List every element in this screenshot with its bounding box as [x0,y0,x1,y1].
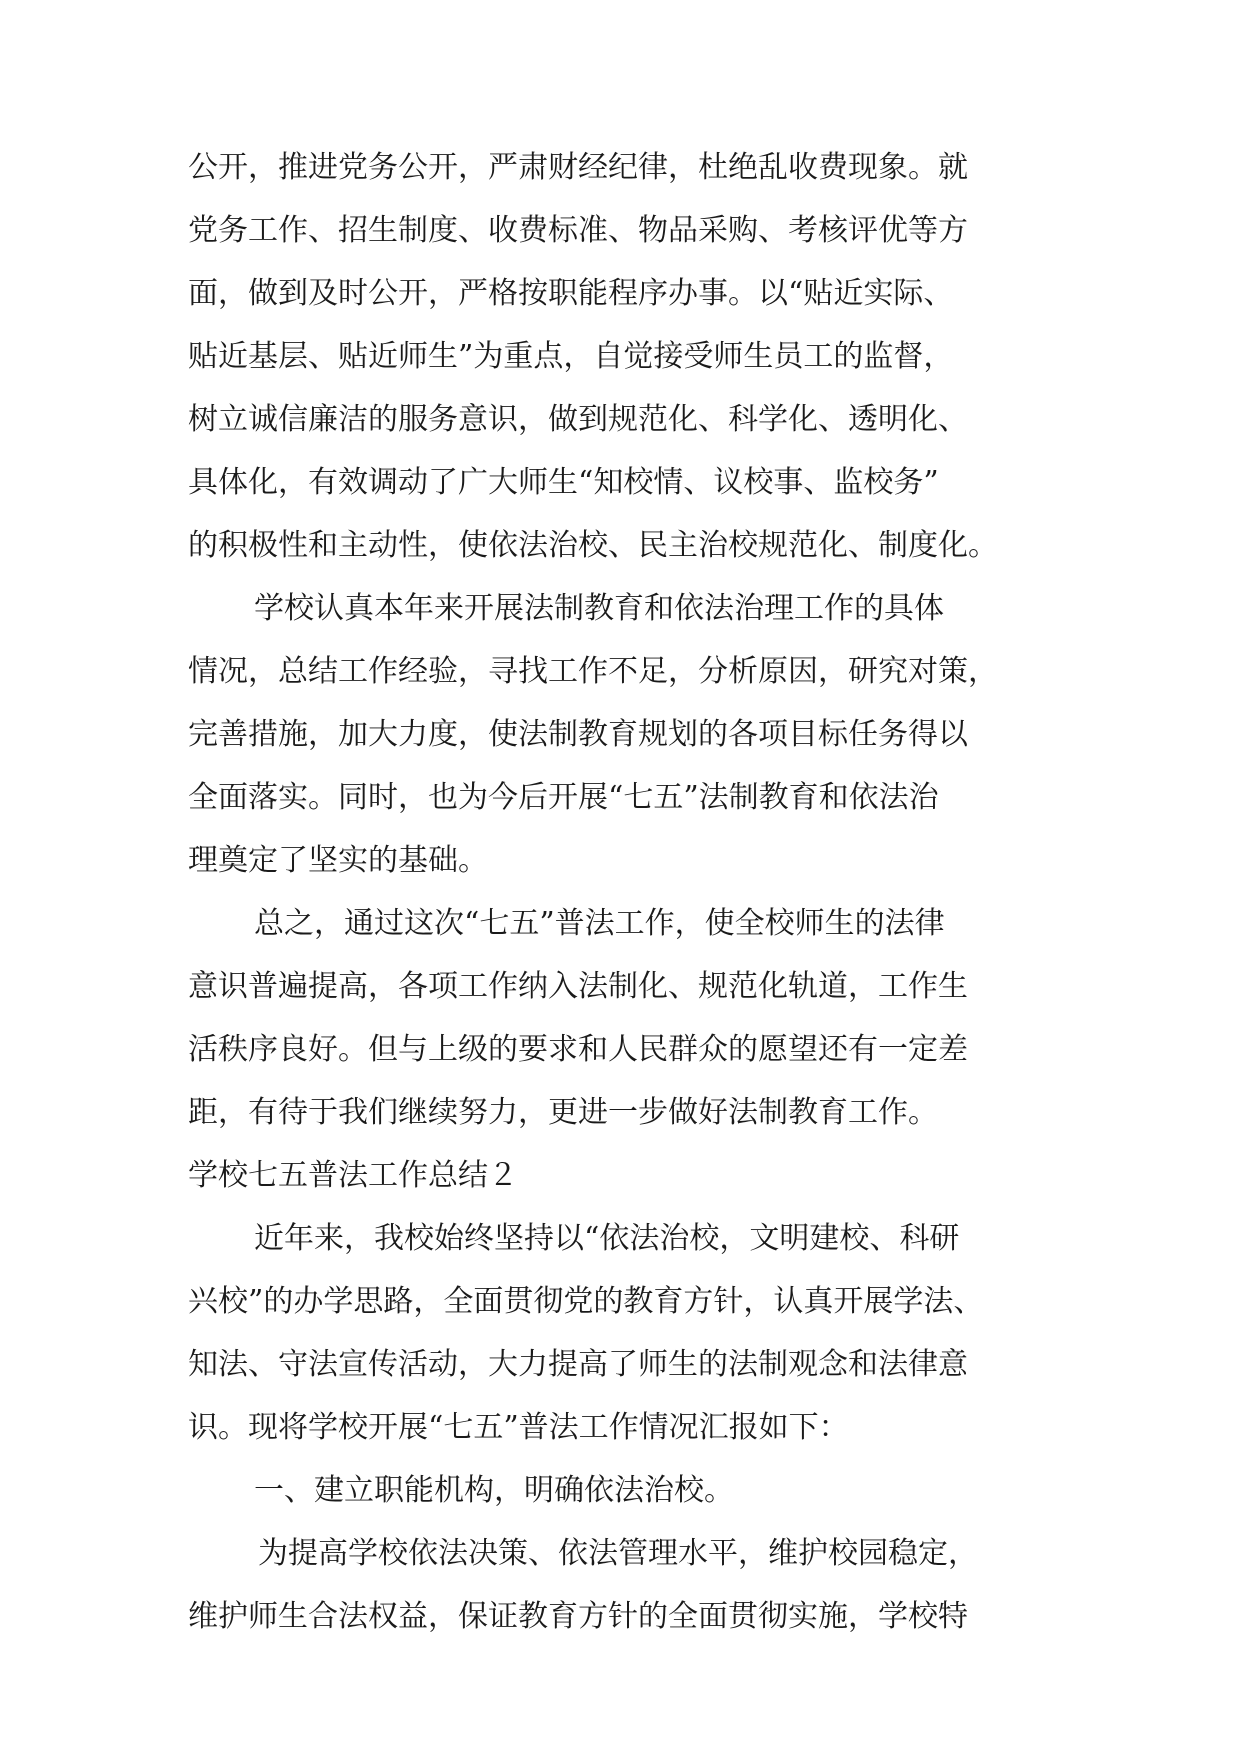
text-line-11: 全面落实。同时，也为今后开展“七五”法制教育和依法治 [188,780,939,815]
text-line-4: 贴近基层、贴近师生”为重点，自觉接受师生员工的监督， [188,339,954,374]
text-line-7: 的积极性和主动性，使依法治校、民主治校规范化、制度化。 [188,528,998,563]
text-line-24: 维护师生合法权益，保证教育方针的全面贯彻实施，学校特 [188,1599,968,1634]
text-line-14: 意识普遍提高，各项工作纳入法制化、规范化轨道，工作生 [188,969,968,1004]
text-line-1: 公开，推进党务公开，严肃财经纪律，杜绝乱收费现象。就 [188,150,968,185]
text-line-5: 树立诚信廉洁的服务意识，做到规范化、科学化、透明化、 [188,402,968,437]
text-line-15: 活秩序良好。但与上级的要求和人民群众的愿望还有一定差 [188,1032,968,1067]
text-line-13: 总之，通过这次“七五”普法工作，使全校师生的法律 [254,906,945,941]
text-line-16: 距，有待于我们继续努力，更进一步做好法制教育工作。 [188,1095,938,1130]
text-line-8: 学校认真本年来开展法制教育和依法治理工作的具体 [254,591,944,626]
subheading-line: 一、建立职能机构，明确依法治校。 [254,1473,734,1508]
text-line-23: 为提高学校依法决策、依法管理水平，维护校园稳定， [258,1536,978,1571]
text-line-9: 情况，总结工作经验，寻找工作不足，分析原因，研究对策， [188,654,998,689]
text-line-12: 理奠定了坚实的基础。 [188,843,488,878]
text-line-3: 面，做到及时公开，严格按职能程序办事。以“贴近实际、 [188,276,954,311]
text-line-21: 识。现将学校开展“七五”普法工作情况汇报如下： [188,1410,849,1445]
text-line-10: 完善措施，加大力度，使法制教育规划的各项目标任务得以 [188,717,968,752]
section-heading: 学校七五普法工作总结２ [188,1158,518,1193]
text-line-19: 兴校”的办学思路，全面贯彻党的教育方针，认真开展学法、 [188,1284,984,1319]
text-line-20: 知法、守法宣传活动，大力提高了师生的法制观念和法律意 [188,1347,968,1382]
text-line-18: 近年来，我校始终坚持以“依法治校，文明建校、科研 [254,1221,960,1256]
text-line-6: 具体化，有效调动了广大师生“知校情、议校事、监校务” [188,465,939,500]
text-line-2: 党务工作、招生制度、收费标准、物品采购、考核评优等方 [188,213,968,248]
